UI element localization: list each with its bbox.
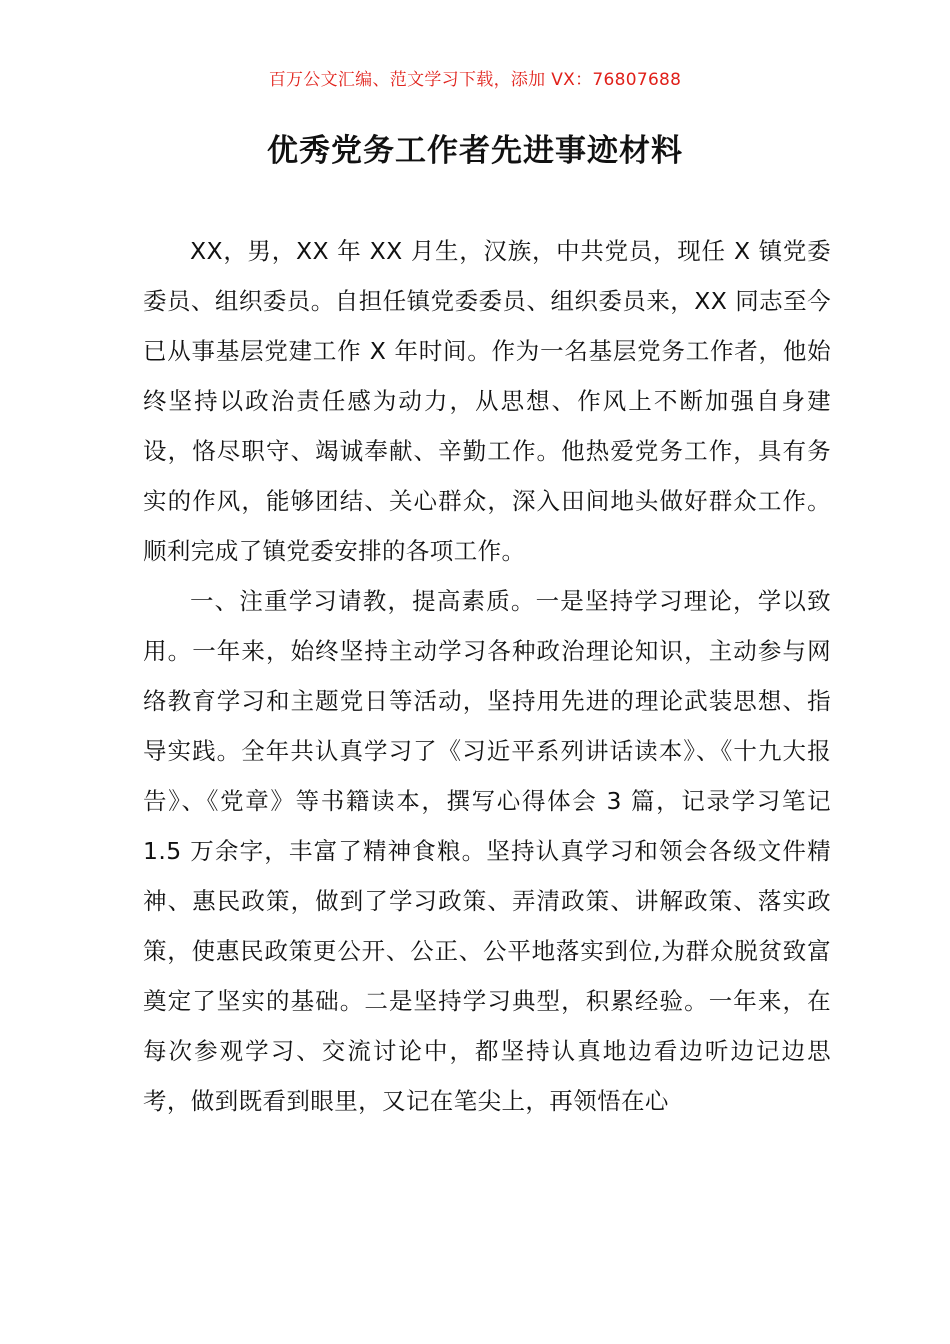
header-contact-note: 百万公文汇编、范文学习下载，添加 VX：76807688 [268, 70, 682, 90]
paragraph-intro: XX，男，XX 年 XX 月生，汉族，中共党员，现任 X 镇党委委员、组织委员。自担任镇党委委员、组织委员来，XX 同志至今已从事基层党建工作 X 年时间。作为一名基层党务工作者，他始终坚持以政治责任感为动力，从思想、作风上不断加强自身建设，恪尽职守、竭诚奉献、辛勤工作。他热爱党务工作，具有务实的作风，能够团结、关心群众，深入田间地头做好群众工作。顺利完成了镇党委安排的各项工作。 [143, 237, 831, 565]
paragraph-section-one: 一、注重学习请教，提高素质。一是坚持学习理论，学以致用。一年来，始终坚持主动学习各种政治理论知识，主动参与网络教育学习和主题党日等活动，坚持用先进的理论武装思想、指导实践。全年共认真学习了《习近平系列讲话读本》、《十九大报告》、《党章》等书籍读本，撰写心得体会 3 篇，记录学习笔记 1.5 万余字，丰富了精神食粮。坚持认真学习和领会各级文件精神、惠民政策，做到了学习政策、弄清政策、讲解政策、落实政策，使惠民政策更公开、公正、公平地落实到位,为群众脱贫致富奠定了坚实的基础。二是坚持学习典型，积累经验。一年来，在每次参观学习、交流讨论中，都坚持认真地边看边听边记边思考，做到既看到眼里，又记在笔尖上，再领悟在心 [143, 587, 831, 1115]
document-title: 优秀党务工作者先进事迹材料 [267, 133, 683, 169]
document-body [143, 226, 831, 1126]
